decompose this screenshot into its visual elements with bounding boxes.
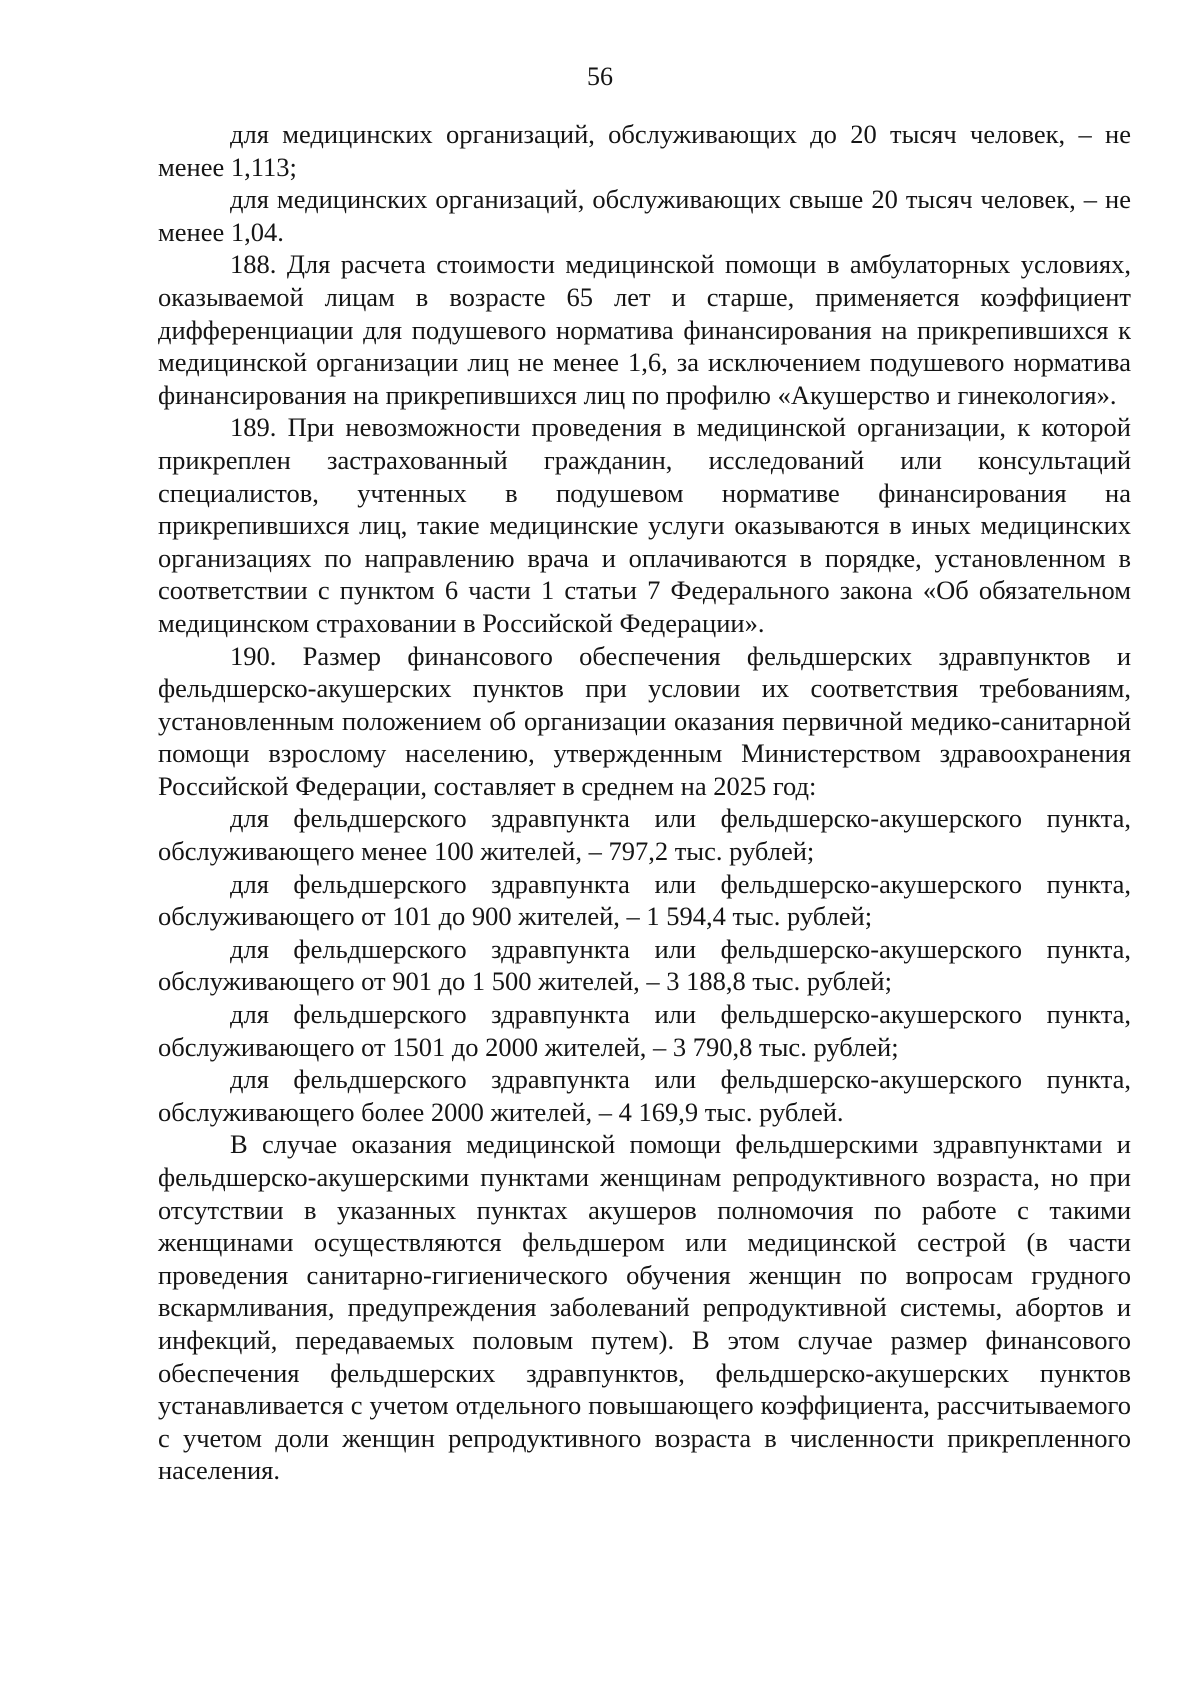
paragraph-188: 188. Для расчета стоимости медицинской помощи в амбулаторных условиях, оказываемой лицам в возрасте 65 лет и старше, применяется коэффициент дифференциации для подушевого норматива финансирования на прикрепившихся к медицинской организации лиц не менее 1,6, за исключением подушевого норматива финансирования на прикрепившихся лиц по профилю «Акушерство и гинекология». — [158, 249, 1131, 410]
list-item-901-1500: для фельдшерского здравпункта или фельдшерско-акушерского пункта, обслуживающего от 901 до 1 500 жителей, – 3 188,8 тыс. рублей; — [158, 933, 1131, 997]
list-item-101-900: для фельдшерского здравпункта или фельдшерско-акушерского пункта, обслуживающего от 101 до 900 жителей, – 1 594,4 тыс. рублей; — [158, 868, 1131, 932]
document-body — [158, 118, 1131, 1487]
page-number: 56 — [587, 62, 613, 91]
paragraph-189: 189. При невозможности проведения в медицинской организации, к которой прикреплен застрахованный гражданин, исследований или консультаций специалистов, учтенных в подушевом нормативе финансирования на прикрепившихся лиц, такие медицинские услуги оказываются в иных медицинских организациях по направлению врача и оплачиваются в порядке, установленном в соответствии с пунктом 6 части 1 статьи 7 Федерального закона «Об обязательном медицинском страховании в Российской Федерации». — [158, 412, 1131, 638]
paragraph-min-coefficient-up-to-20k: для медицинских организаций, обслуживающих до 20 тысяч человек, – не менее 1,113; — [158, 119, 1131, 182]
list-item-less-100: для фельдшерского здравпункта или фельдшерско-акушерского пункта, обслуживающего менее 100 жителей, – 797,2 тыс. рублей; — [158, 803, 1131, 867]
paragraph-min-coefficient-over-20k: для медицинских организаций, обслуживающих свыше 20 тысяч человек, – не менее 1,04. — [158, 184, 1131, 247]
paragraph-reproductive-age: В случае оказания медицинской помощи фельдшерскими здравпунктами и фельдшерско-акушерскими пунктами женщинам репродуктивного возраста, но при отсутствии в указанных пунктах акушеров полномочия по работе с такими женщинами осуществляются фельдшером или медицинской сестрой (в части проведения санитарно-гигиенического обучения женщин по вопросам грудного вскармливания, предупреждения заболеваний репродуктивной системы, абортов и инфекций, передаваемых половым путем). В этом случае размер финансового обеспечения фельдшерских здравпунктов, фельдшерско-акушерских пунктов устанавливается с учетом отдельного повышающего коэффициента, рассчитываемого с учетом доли женщин репродуктивного возраста в численности прикрепленного населения. — [158, 1129, 1131, 1486]
paragraph-190: 190. Размер финансового обеспечения фельдшерских здравпунктов и фельдшерско-акушерских пунктов при условии их соответствия требованиям, установленным положением об организации оказания первичной медико-санитарной помощи взрослому населению, утвержденным Министерством здравоохранения Российской Федерации, составляет в среднем на 2025 год: — [158, 640, 1131, 801]
list-item-over-2000: для фельдшерского здравпункта или фельдшерско-акушерского пункта, обслуживающего более 2000 жителей, – 4 169,9 тыс. рублей. — [158, 1064, 1131, 1127]
list-item-1501-2000: для фельдшерского здравпункта или фельдшерско-акушерского пункта, обслуживающего от 1501 до 2000 жителей, – 3 790,8 тыс. рублей; — [158, 999, 1131, 1062]
